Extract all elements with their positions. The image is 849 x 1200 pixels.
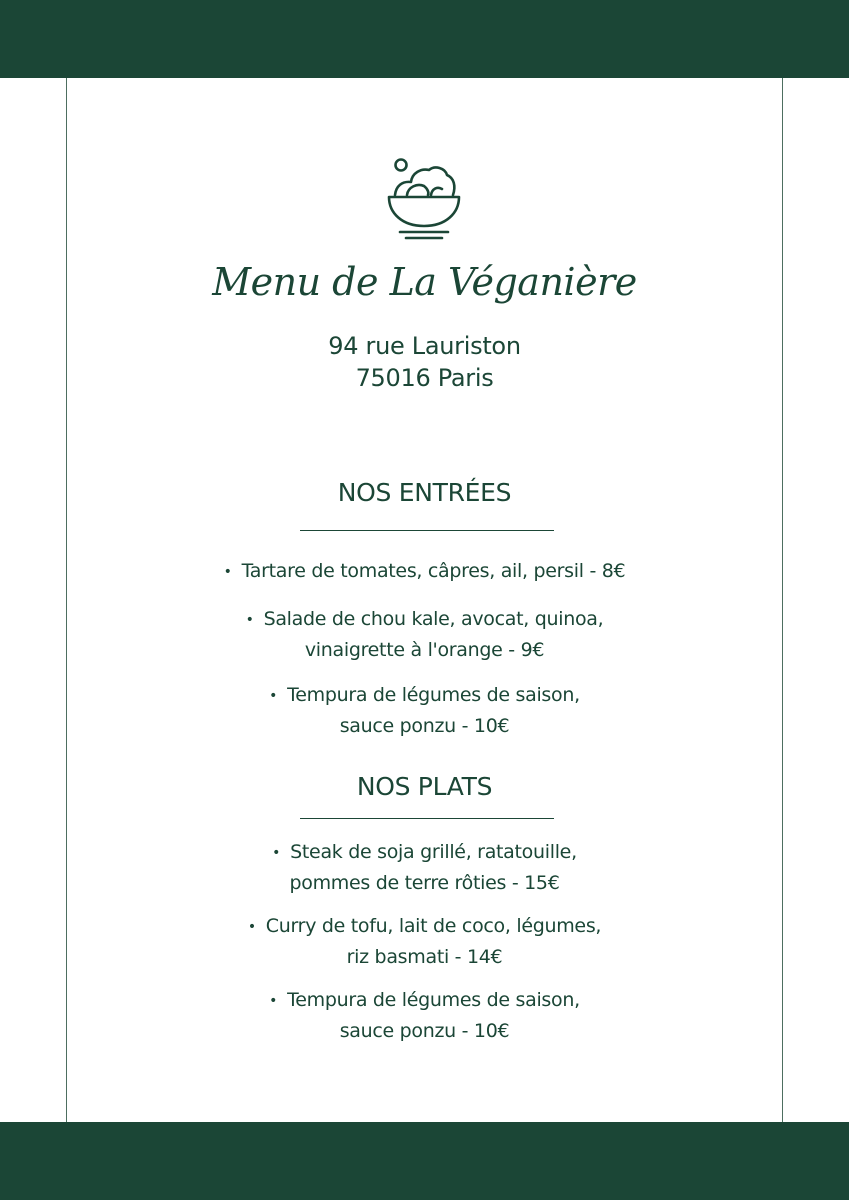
menu-item-text: Salade de chou kale, avocat, quinoa, vinaigrette à l'orange - 9€ bbox=[263, 608, 604, 661]
page-title: Menu de La Véganière bbox=[212, 260, 637, 304]
entrees-list bbox=[67, 556, 782, 741]
address-city: 75016 Paris bbox=[355, 364, 494, 392]
salad-bowl-icon bbox=[384, 156, 464, 242]
section-divider bbox=[300, 818, 554, 819]
list-item bbox=[67, 911, 782, 972]
menu-item-text: Tempura de légumes de saison, sauce ponzu - 10€ bbox=[287, 684, 580, 737]
plats-list bbox=[67, 837, 782, 1059]
list-item bbox=[67, 985, 782, 1046]
section-divider bbox=[300, 530, 554, 531]
header-band bbox=[0, 0, 849, 78]
list-item bbox=[67, 837, 782, 898]
address-street: 94 rue Lauriston bbox=[328, 332, 521, 360]
menu-item-text: Tartare de tomates, câpres, ail, persil - 8€ bbox=[241, 560, 626, 582]
bullet-icon: • bbox=[269, 688, 278, 704]
bullet-icon: • bbox=[272, 845, 281, 861]
address bbox=[67, 330, 782, 394]
list-item bbox=[67, 680, 782, 741]
bullet-icon: • bbox=[269, 993, 278, 1009]
bullet-icon: • bbox=[245, 612, 254, 628]
section-heading-entrees: NOS ENTRÉES bbox=[337, 478, 512, 507]
menu-item-text: Tempura de légumes de saison, sauce ponzu - 10€ bbox=[287, 989, 580, 1042]
list-item bbox=[67, 604, 782, 665]
menu-item-text: Curry de tofu, lait de coco, légumes, riz basmati - 14€ bbox=[265, 915, 602, 968]
right-border-rule bbox=[782, 78, 783, 1122]
bullet-icon: • bbox=[247, 919, 256, 935]
menu-item-text: Steak de soja grillé, ratatouille, pommes de terre rôties - 15€ bbox=[289, 841, 577, 894]
section-heading-plats: NOS PLATS bbox=[356, 772, 493, 801]
bullet-icon: • bbox=[223, 564, 232, 580]
footer-band bbox=[0, 1122, 849, 1200]
list-item bbox=[67, 556, 782, 587]
menu-card bbox=[67, 78, 782, 1122]
